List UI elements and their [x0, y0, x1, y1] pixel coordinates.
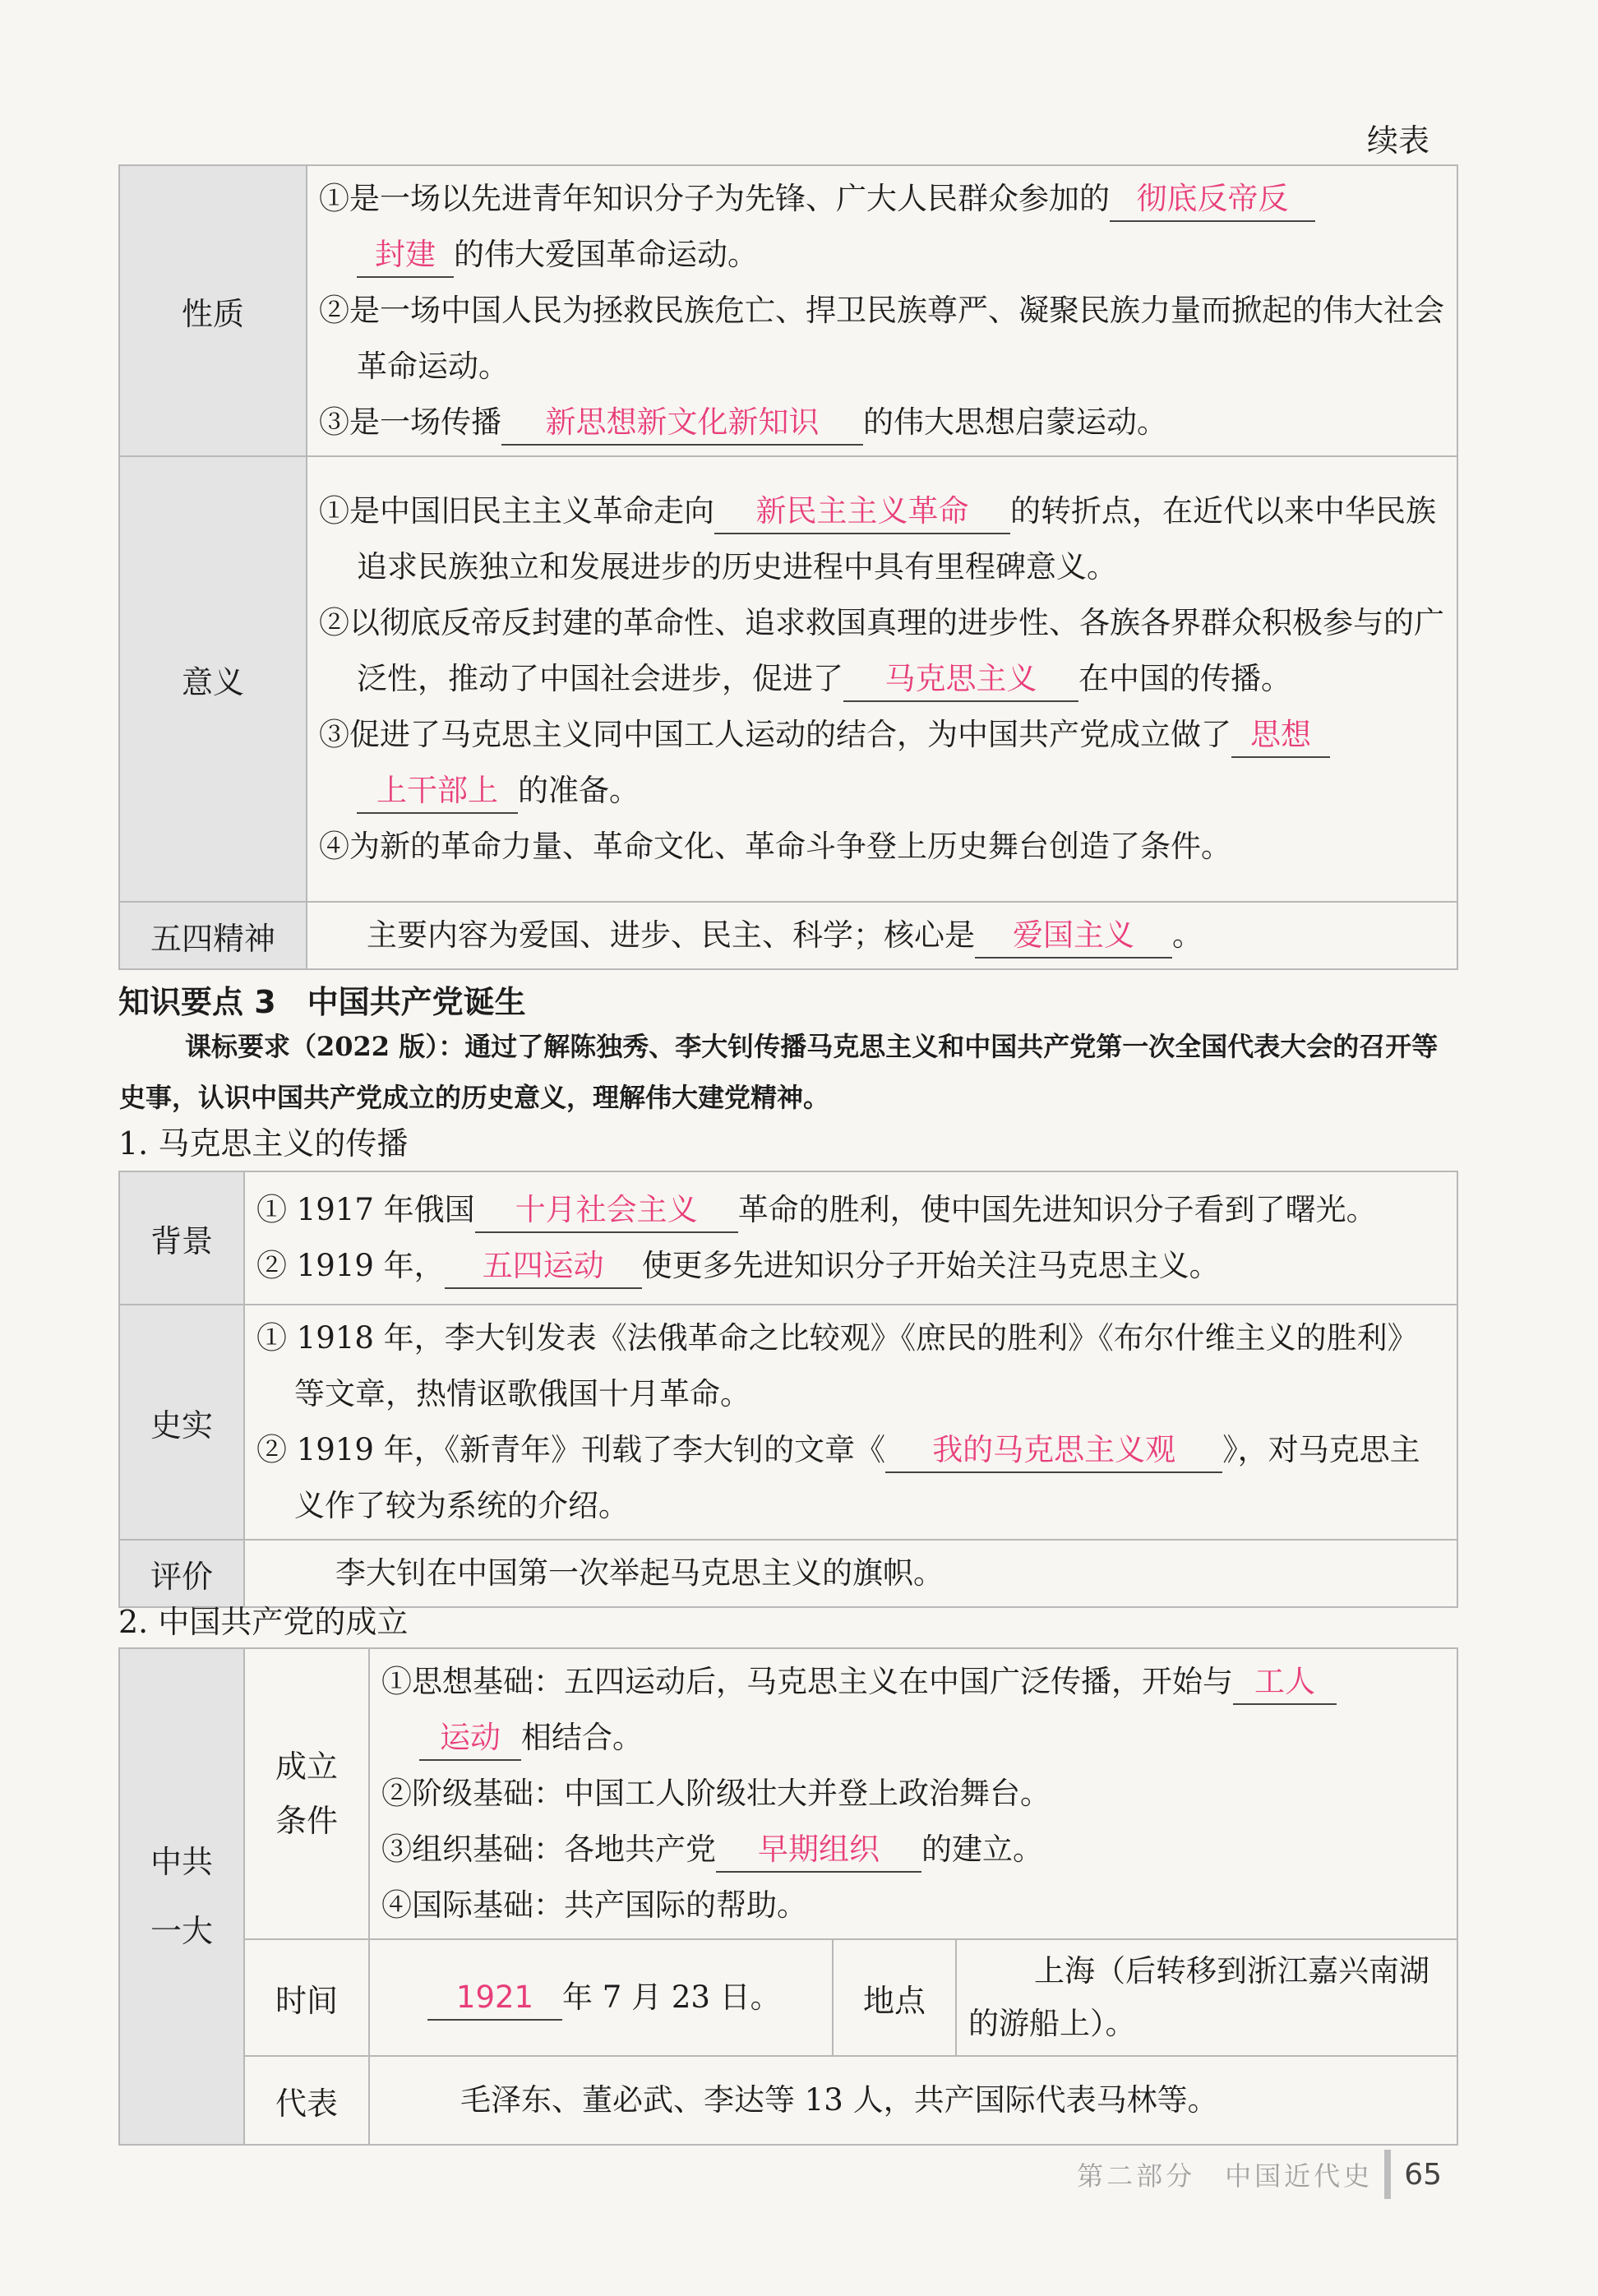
table-row-spirit — [119, 902, 1457, 969]
continued-table-label: 续表 — [1366, 122, 1429, 159]
answer-text: 早期组织 — [758, 1832, 880, 1867]
conditions-item-4: ④国际基础：共产国际的帮助。 — [381, 1887, 807, 1923]
significance-item-2-text-end: 在中国的传播。 — [1078, 661, 1291, 696]
row-header-spirit: 五四精神 — [119, 902, 307, 969]
table-row-conditions — [119, 1648, 1457, 1939]
spirit-text-end: 。 — [1172, 917, 1203, 953]
evaluation-content: 李大钊在中国第一次举起马克思主义的旗帜。 — [244, 1540, 1457, 1607]
row-header-place: 地点 — [833, 1939, 956, 2056]
page-footer — [1077, 2150, 1442, 2199]
row-header-time: 时间 — [244, 1939, 369, 2056]
time-text: 年 7 月 23 日。 — [562, 1980, 781, 2015]
answer-blank — [357, 233, 454, 278]
conditions-item-3-text: ③组织基础：各地共产党 — [381, 1832, 716, 1867]
answer-text: 马克思主义 — [884, 661, 1037, 696]
facts-item-1: ① 1918 年，李大钊发表《法俄革命之比较观》《庶民的胜利》《布尔什维主义的胜利》等文章，热情讴歌俄国十月革命。 — [256, 1320, 1418, 1411]
background-item-2-text: ② 1919 年， — [256, 1248, 445, 1283]
row-header-conditions — [244, 1648, 369, 1939]
answer-blank — [885, 1429, 1222, 1473]
table-row-facts — [119, 1305, 1457, 1540]
row-header-facts: 史实 — [119, 1305, 244, 1540]
answer-blank — [475, 1189, 738, 1233]
answer-blank — [445, 1245, 642, 1289]
conditions-item-1-text: ①思想基础：五四运动后，马克思主义在中国广泛传播，开始与 — [381, 1664, 1233, 1699]
conditions-item-3-text-end: 的建立。 — [921, 1832, 1043, 1867]
row-header-background: 背景 — [119, 1171, 244, 1305]
nature-item-3 — [319, 395, 1445, 450]
row-header-delegates: 代表 — [244, 2056, 369, 2145]
significance-item-2 — [319, 595, 1445, 707]
answer-blank — [419, 1716, 521, 1761]
answer-blank — [716, 1828, 921, 1873]
answer-text: 思想 — [1250, 717, 1311, 752]
spirit-text: 主要内容为爱国、进步、民主、科学；核心是 — [367, 917, 975, 953]
conditions-item-3 — [381, 1822, 1445, 1878]
table-row-significance — [119, 456, 1457, 902]
time-content — [369, 1939, 833, 2056]
answer-text: 工人 — [1254, 1664, 1315, 1699]
significance-item-2-text: ②以彻底反帝反封建的革命性、追求救国真理的进步性、各族各界群众积极参与的广泛性，推动了中国社会进步，促进了 — [319, 605, 1444, 696]
footer-part-title: 第二部分 中国近代史 — [1077, 2160, 1374, 2192]
row-header-significance: 意义 — [119, 456, 307, 902]
spirit-content — [307, 902, 1457, 969]
table-row-background — [119, 1171, 1457, 1305]
conditions-content — [369, 1648, 1457, 1939]
significance-item-3-text-end: 的准备。 — [518, 773, 640, 808]
significance-item-3-text: ③促进了马克思主义同中国工人运动的结合，为中国共产党成立做了 — [319, 717, 1231, 752]
answer-text: 爱国主义 — [1013, 917, 1134, 953]
significance-item-1-text-end: 的转折点，在近代以来中华民族追求民族独立和发展进步的历史进程中具有里程碑意义。 — [357, 493, 1436, 584]
facts-item-2-text: ② 1919 年，《新青年》刊载了李大钊的文章《 — [256, 1432, 886, 1467]
facts-item-2-text-end: 》，对马克思主义作了较为系统的介绍。 — [294, 1432, 1420, 1523]
answer-text: 运动 — [440, 1720, 501, 1755]
section-title: 知识要点 3 中国共产党诞生 — [118, 984, 526, 1020]
significance-item-4: ④为新的革命力量、革命文化、革命斗争登上历史舞台创造了条件。 — [319, 829, 1231, 864]
answer-text: 十月社会主义 — [515, 1192, 698, 1227]
table-row-delegates — [119, 2056, 1457, 2145]
may-fourth-table — [118, 164, 1458, 970]
conditions-item-1 — [381, 1654, 1445, 1766]
answer-text: 新思想新文化新知识 — [545, 404, 820, 440]
answer-text: 彻底反帝反 — [1136, 181, 1289, 216]
background-item-1 — [256, 1182, 1445, 1238]
answer-text: 新民主主义革命 — [755, 493, 969, 529]
background-item-1-text: ① 1917 年俄国 — [256, 1192, 475, 1227]
significance-content — [307, 456, 1457, 902]
answer-blank — [357, 769, 518, 814]
answer-blank — [714, 490, 1010, 534]
row-header-first-congress — [119, 1648, 244, 2145]
facts-item-2 — [256, 1422, 1445, 1534]
cpc-founding-table — [118, 1647, 1458, 2146]
nature-item-1-text: ①是一场以先进青年知识分子为先锋、广大人民群众参加的 — [319, 181, 1110, 216]
table-row-nature — [119, 165, 1457, 456]
answer-blank — [843, 658, 1078, 702]
first-congress-label: 中共一大 — [150, 1844, 213, 1949]
conditions-label: 成立条件 — [275, 1749, 338, 1839]
answer-text: 1921 — [455, 1980, 534, 2015]
footer-divider — [1384, 2150, 1391, 2199]
background-content — [244, 1171, 1457, 1305]
subsection-title-cpc-founding: 2. 中国共产党的成立 — [118, 1604, 409, 1640]
table-row-time-place — [119, 1939, 1457, 2056]
nature-item-1-text-end: 的伟大爱国革命运动。 — [454, 237, 758, 272]
nature-item-2: ②是一场中国人民为拯救民族危亡、捍卫民族尊严、凝聚民族力量而掀起的伟大社会革命运动。 — [319, 293, 1444, 384]
background-item-2 — [256, 1238, 1445, 1294]
row-header-evaluation: 评价 — [119, 1540, 244, 1607]
nature-item-3-text-end: 的伟大思想启蒙运动。 — [863, 404, 1167, 440]
row-header-nature: 性质 — [119, 165, 307, 456]
significance-item-1-text: ①是中国旧民主主义革命走向 — [319, 493, 714, 529]
place-content: 上海（后转移到浙江嘉兴南湖的游船上）。 — [956, 1939, 1457, 2056]
conditions-item-2: ②阶级基础：中国工人阶级壮大并登上政治舞台。 — [381, 1776, 1051, 1811]
page-number: 65 — [1404, 2157, 1442, 2192]
background-item-2-text-end: 使更多先进知识分子开始关注马克思主义。 — [641, 1248, 1220, 1283]
conditions-item-1-text-end: 相结合。 — [521, 1720, 643, 1755]
answer-text: 我的马克思主义观 — [932, 1432, 1176, 1467]
subsection-title-marxism: 1. 马克思主义的传播 — [118, 1125, 409, 1162]
background-item-1-text-end: 革命的胜利，使中国先进知识分子看到了曙光。 — [737, 1192, 1377, 1227]
answer-text: 上干部上 — [376, 773, 498, 808]
answer-blank — [427, 1976, 562, 2021]
curriculum-requirement: 课标要求（2022 版）：通过了解陈独秀、李大钊传播马克思主义和中国共产党第一次全国代表大会的召开等史事，认识中国共产党成立的历史意义，理解伟大建党精神。 — [119, 1031, 1439, 1113]
facts-content — [244, 1305, 1457, 1540]
nature-content — [307, 165, 1457, 456]
nature-item-1 — [319, 171, 1445, 283]
answer-blank — [1233, 1661, 1337, 1705]
answer-text: 五四运动 — [482, 1248, 604, 1283]
marxism-spread-table — [118, 1171, 1458, 1608]
answer-blank — [501, 401, 863, 446]
nature-item-3-text: ③是一场传播 — [319, 404, 501, 440]
answer-blank — [1231, 714, 1330, 758]
answer-text: 封建 — [375, 237, 436, 272]
delegates-content: 毛泽东、董必武、李达等 13 人，共产国际代表马林等。 — [369, 2056, 1457, 2145]
significance-item-3 — [319, 707, 1445, 819]
answer-blank — [1110, 178, 1315, 222]
answer-blank — [975, 914, 1172, 959]
significance-item-1 — [319, 483, 1445, 595]
